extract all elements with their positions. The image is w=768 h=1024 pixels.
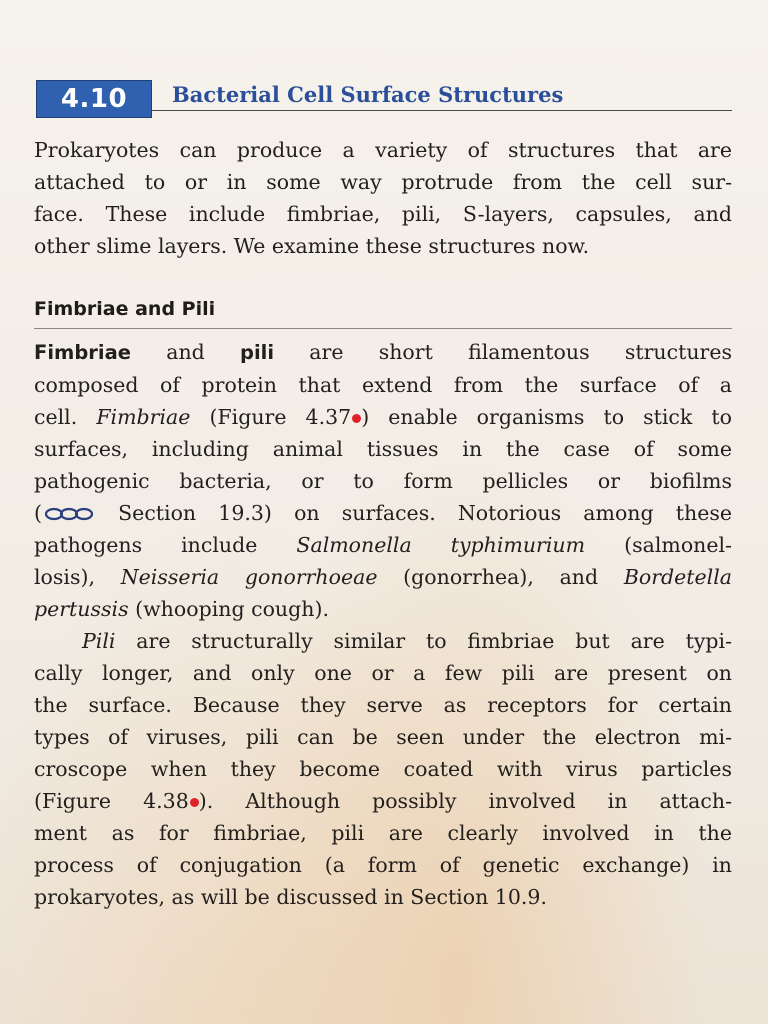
para1-line xyxy=(34,497,732,529)
text-run: ) enable organisms to stick to xyxy=(361,405,732,429)
para1-line: composed of protein that extend from the surface of a xyxy=(34,373,732,397)
intro-line: face. These include fimbriae, pili, S-layers, capsules, and xyxy=(34,202,732,226)
text-run: ). Although possibly involved in attach- xyxy=(198,789,732,813)
section-number-badge: 4.10 xyxy=(36,80,152,118)
para2-line: ment as for fimbriae, pili are clearly involved in the xyxy=(34,821,732,845)
text-run: cell. xyxy=(34,405,97,429)
para2-line: the surface. Because they serve as receptors for certain xyxy=(34,693,732,717)
text-run: (whooping cough). xyxy=(128,597,329,621)
term-fimbriae: Fimbriae xyxy=(34,341,131,364)
intro-paragraph xyxy=(34,134,732,262)
italic-fimbriae: Fimbriae xyxy=(96,405,191,429)
red-dot-icon xyxy=(352,414,361,423)
section-header xyxy=(36,80,732,120)
text-run: Section 19.3) on surfaces. Notorious among these xyxy=(96,501,732,525)
term-pili: pili xyxy=(240,341,275,364)
header-rule xyxy=(152,110,732,111)
text-run: ( xyxy=(34,501,42,525)
species-name: pertussis xyxy=(34,597,129,621)
para2-line: croscope when they become coated with virus particles xyxy=(34,757,732,781)
species-name: Salmonella typhimurium xyxy=(296,533,586,557)
text-run: and xyxy=(130,340,241,364)
para2-line: types of viruses, pili can be seen under the electron mi- xyxy=(34,725,732,749)
para1-line xyxy=(34,336,732,369)
para1-line: pathogenic bacteria, or to form pellicles or biofilms xyxy=(34,469,732,493)
species-name: Bordetella xyxy=(623,565,732,589)
species-name: Neisseria gonorrhoeae xyxy=(120,565,378,589)
para1-line xyxy=(34,401,732,433)
subsection-rule xyxy=(34,328,732,329)
section-title: Bacterial Cell Surface Structures xyxy=(172,82,564,107)
text-run: (salmonel- xyxy=(585,533,732,557)
para2-line: cally longer, and only one or a few pili are present on xyxy=(34,661,732,685)
chain-link-icon xyxy=(44,506,94,522)
para1-line xyxy=(34,561,732,593)
para2-line: prokaryotes, as will be discussed in Section 10.9. xyxy=(34,885,547,909)
para1-line xyxy=(34,593,732,625)
text-run: (gonorrhea), and xyxy=(377,565,624,589)
italic-pili: Pili xyxy=(82,629,116,653)
body-text xyxy=(34,336,732,913)
intro-line: attached to or in some way protrude from the cell sur- xyxy=(34,170,732,194)
text-run: pathogens include xyxy=(34,533,297,557)
red-dot-icon xyxy=(190,798,199,807)
para1-line: surfaces, including animal tissues in the case of some xyxy=(34,437,732,461)
intro-line: other slime layers. We examine these structures now. xyxy=(34,234,590,258)
text-run: (Figure 4.38 xyxy=(34,789,189,813)
text-run: are short filamentous structures xyxy=(274,340,732,364)
intro-line: Prokaryotes can produce a variety of structures that are xyxy=(34,138,732,162)
para2-line: process of conjugation (a form of genetic exchange) in xyxy=(34,853,732,877)
para1-line xyxy=(34,529,732,561)
text-run: are structurally similar to fimbriae but are typi- xyxy=(115,629,732,653)
text-run: (Figure 4.37 xyxy=(190,405,352,429)
para2-line xyxy=(34,785,732,817)
text-run: losis), xyxy=(34,565,121,589)
subsection-heading: Fimbriae and Pili xyxy=(34,298,216,320)
para2-line xyxy=(34,625,732,657)
